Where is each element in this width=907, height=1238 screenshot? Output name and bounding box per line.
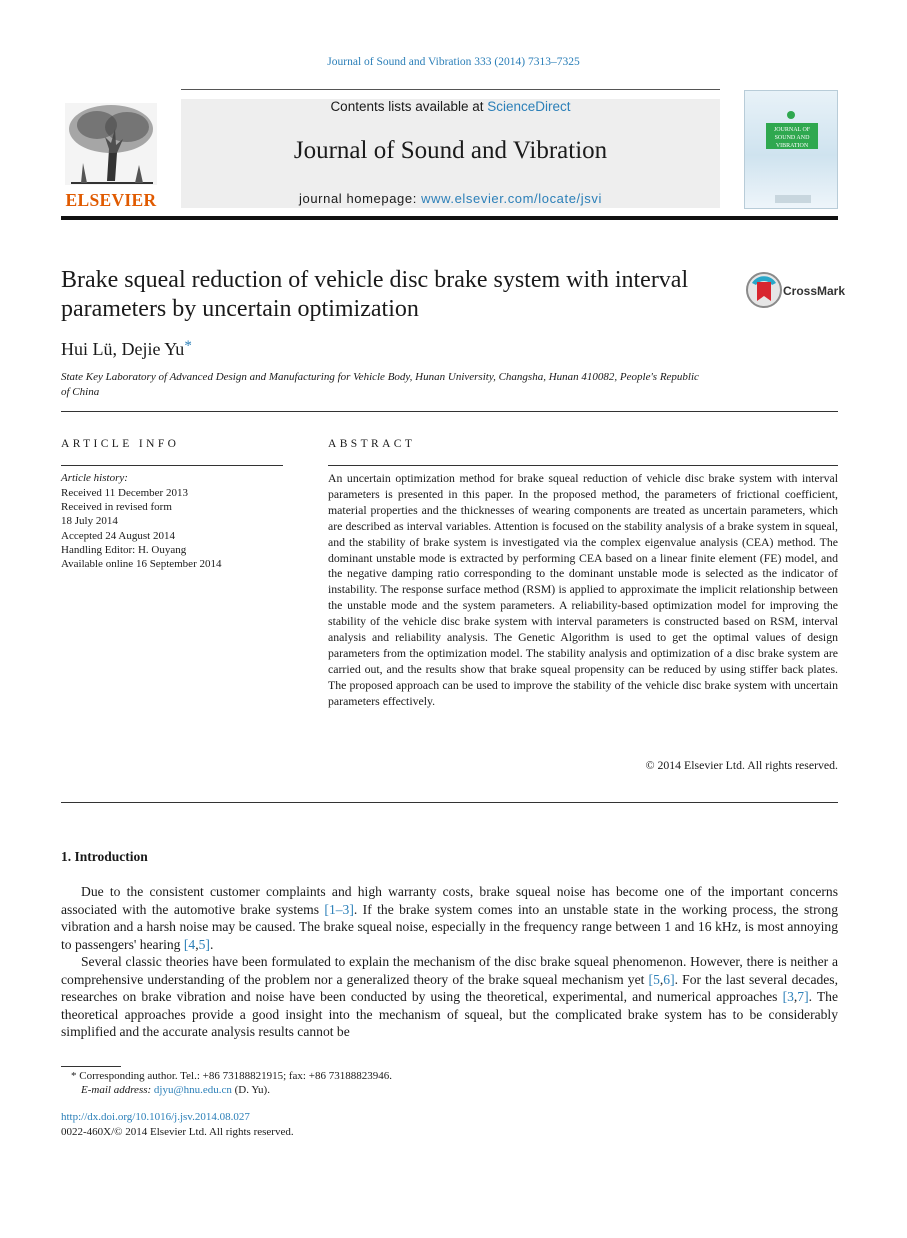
- email-suffix: (D. Yu).: [231, 1084, 270, 1096]
- citation-link[interactable]: [3: [782, 989, 794, 1005]
- history-item: Available online 16 September 2014: [61, 558, 222, 571]
- body-text: ,: [195, 936, 199, 952]
- article-history: [61, 486, 221, 571]
- abstract-text: An uncertain optimization method for brake squeal reduction of vehicle disc brake system with interval parameters is presented in this paper. In the proposed method, the parameters of frictional coefficient, material properties and the thicknesses of wearing components are treated as uncertain parameters, which are described as interval variables. Attention is focused on the stability analysis of a brake system in squeal, and the stability of brake system is investigated via the complex eigenvalue analysis (CEA) method. The dominant unstable mode is extracted by performing CEA based on a linear finite element (FE) model, and the negative damping ratio corresponding to the dominant unstable mode is selected as the indicator of instability. The response surface method (RSM) is applied to approximate the implicit relationship between the unstable mode and the system parameters. A reliability-based optimization model for improving the stability of the vehicle disc brake system with interval parameters is constructed based on RSM, interval analysis and reliability analysis. The Genetic Algorithm is used to get the optimal values of design parameters from the optimization model. The stability analysis and optimization of a disc brake system are carried out, and the results show that brake squeal propensity can be reduced by using stiffer back plates. The proposed approach can be used to improve the stability of the vehicle disc brake system with uncertain parameters effectively.: [328, 471, 838, 708]
- homepage-prefix: journal homepage:: [299, 191, 422, 206]
- journal-name: Journal of Sound and Vibration: [293, 137, 608, 164]
- citation-link[interactable]: [4: [183, 936, 196, 952]
- body-text: Due to the consistent customer complaints and high warranty costs, brake squeal noise has become one of the important concerns associated with the automotive brake systems: [61, 884, 838, 917]
- corresponding-author-footnote: * Corresponding author. Tel.: +86 73188821915; fax: +86 73188823946.: [71, 1070, 392, 1082]
- body-text: ,: [659, 971, 664, 987]
- footnote-rule: [61, 1066, 121, 1067]
- section-divider: [61, 411, 838, 412]
- author-affiliation: State Key Laboratory of Advanced Design and Manufacturing for Vehicle Body, Hunan University, Changsha, Hunan 410082, People's Republic of China: [61, 371, 699, 398]
- body-text: .: [209, 936, 214, 952]
- citation-link[interactable]: 5]: [198, 936, 210, 952]
- introduction-paragraph: [61, 883, 838, 953]
- crossmark-label[interactable]: CrossMark: [783, 284, 846, 298]
- article-title: Brake squeal reduction of vehicle disc brake system with interval parameters by uncertain optimization: [61, 267, 689, 322]
- contents-available-line: [181, 99, 720, 114]
- article-info-rule: [61, 465, 283, 466]
- author-list: [61, 338, 192, 360]
- body-text: . If the brake system comes into an unstable state in the working process, the strong vibration and a harsh noise may be caused. The brake squeal noise, especially in the frequency range between 1 and 16 kHz, is most annoying to passengers' hearing: [61, 901, 838, 952]
- body-text: . For the last several decades, researches on brake vibration and noise have been conducted by using the theoretical, experimental, and numerical approaches: [61, 971, 838, 1005]
- journal-homepage-line: [181, 191, 720, 206]
- contents-prefix: Contents lists available at: [330, 99, 488, 114]
- abstract-heading: ABSTRACT: [328, 438, 416, 450]
- email-label: E-mail address:: [81, 1084, 154, 1096]
- elsevier-wordmark: ELSEVIER: [65, 190, 157, 210]
- body-text: Several classic theories have been formulated to explain the mechanism of the disc brake squeal phenomenon. However, there is neither a comprehensive understanding of the problem nor a generalized theory of the brake squeal mechanism yet: [61, 954, 838, 987]
- body-text: ,: [793, 989, 798, 1005]
- email-link[interactable]: djyu@hnu.edu.cn: [153, 1084, 232, 1096]
- sciencedirect-link[interactable]: ScienceDirect: [487, 99, 571, 114]
- article-info-heading: ARTICLE INFO: [61, 438, 180, 450]
- cover-title-block: JOURNAL OF SOUND AND VIBRATION: [766, 123, 818, 149]
- journal-homepage-link[interactable]: www.elsevier.com/locate/jsvi: [421, 191, 602, 206]
- citation-link[interactable]: 6]: [663, 971, 675, 987]
- history-item: Accepted 24 August 2014: [61, 529, 175, 542]
- cover-publisher-mark: [775, 195, 811, 203]
- citation-link[interactable]: [1–3]: [324, 901, 354, 917]
- introduction-paragraph: [61, 953, 838, 1041]
- issn-copyright: 0022-460X/© 2014 Elsevier Ltd. All rights reserved.: [61, 1126, 294, 1138]
- section-divider: [61, 802, 838, 803]
- history-item: Received in revised form: [61, 501, 172, 514]
- history-item: 18 July 2014: [61, 515, 118, 528]
- citation-link[interactable]: [5: [648, 971, 660, 987]
- header-rule: [61, 216, 838, 220]
- history-item: Received 11 December 2013: [61, 487, 188, 499]
- journal-citation[interactable]: Journal of Sound and Vibration 333 (2014) 7313–7325: [327, 56, 580, 68]
- abstract-rule: [328, 465, 838, 466]
- body-text: . The theoretical approaches provide a good insight into the mechanism of squeal, but the complicated brake system has to be considerably simplified and the accurate analysis results cannot be: [61, 989, 839, 1040]
- history-item: Handling Editor: H. Ouyang: [61, 543, 187, 556]
- citation-link[interactable]: 7]: [797, 989, 809, 1005]
- doi-link[interactable]: http://dx.doi.org/10.1016/j.jsv.2014.08.027: [61, 1111, 250, 1123]
- introduction-heading: 1. Introduction: [61, 849, 148, 864]
- corresponding-author-mark[interactable]: *: [184, 338, 192, 354]
- journal-cover-thumbnail[interactable]: [744, 90, 838, 209]
- author-names: Hui Lü, Dejie Yu: [61, 339, 185, 359]
- article-history-label: Article history:: [61, 472, 128, 484]
- abstract-copyright: © 2014 Elsevier Ltd. All rights reserved.: [645, 758, 838, 772]
- cover-emblem-icon: [787, 111, 795, 119]
- email-footnote: [81, 1084, 270, 1096]
- masthead-top-rule: [181, 89, 720, 90]
